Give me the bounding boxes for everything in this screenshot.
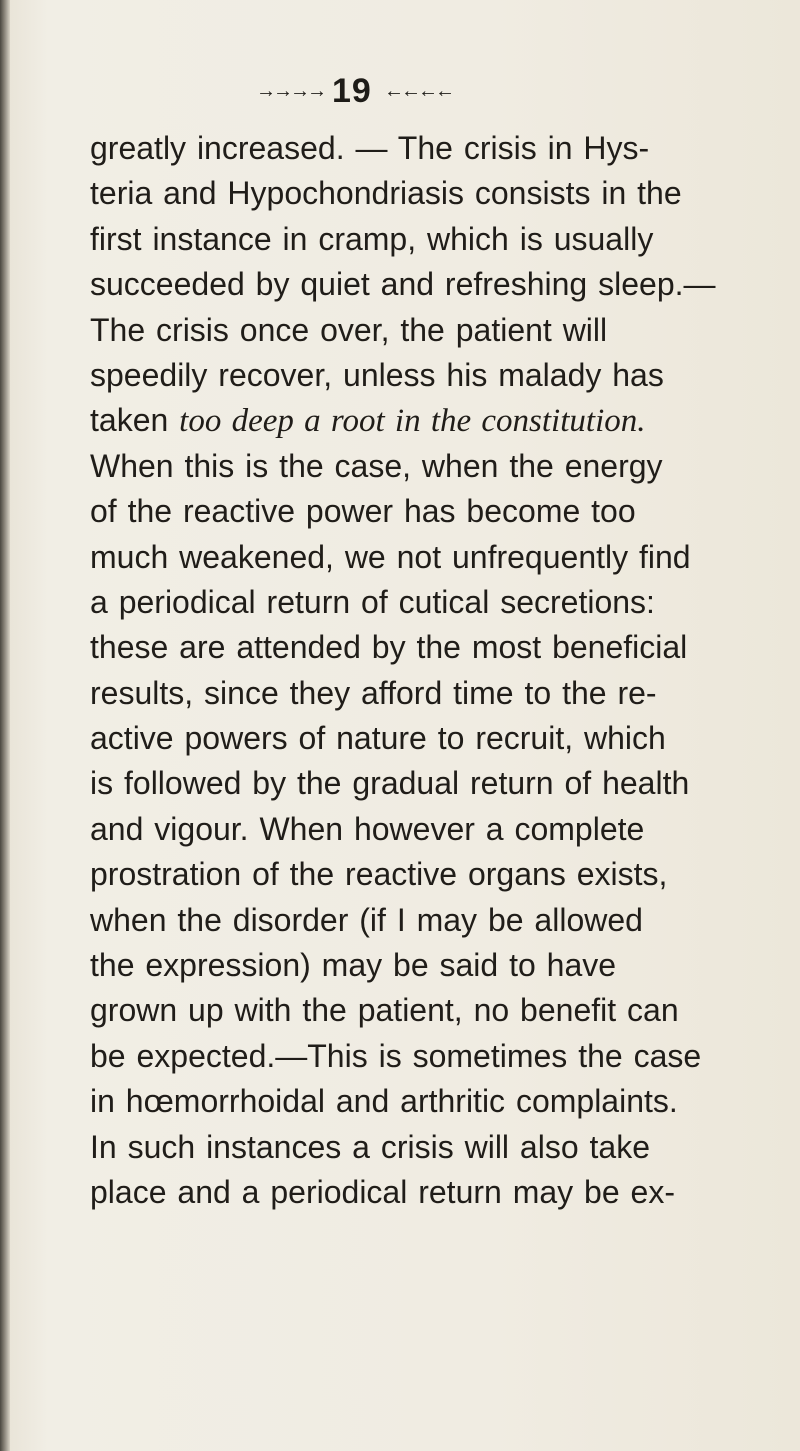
text-line-4: succeeded by quiet and refreshing sleep.— [90, 266, 716, 303]
text-line-9: of the reactive power has become too [90, 493, 636, 530]
text-line-20: grown up with the patient, no benefit can [90, 992, 679, 1029]
text-line-2: teria and Hypochondriasis consists in the [90, 175, 682, 212]
text-line-3: first instance in cramp, which is usually [90, 220, 654, 257]
text-line-8: When this is the case, when the energy [90, 447, 663, 484]
text-line-1: greatly increased. — The crisis in Hys- [90, 130, 650, 166]
text-line-23: In such instances a crisis will also take [90, 1128, 650, 1165]
italic-phrase: too deep a root in the constitution. [179, 403, 646, 440]
text-line-6: speedily recover, unless his malady has [90, 356, 664, 393]
header-ornament-right: ←←←← [384, 80, 452, 102]
text-line-24: place and a periodical return may be ex- [90, 1173, 675, 1210]
text-line-21: be expected.—This is sometimes the case [90, 1037, 702, 1074]
text-line-16: and vigour. When however a complete [90, 810, 645, 847]
text-line-11: a periodical return of cutical secretions: [90, 583, 655, 620]
page-number: 19 [332, 72, 372, 110]
page-header [0, 72, 800, 112]
text-line-12: these are attended by the most beneficial [90, 629, 688, 666]
text-line-18: when the disorder (if I may be allowed [90, 901, 643, 938]
text-line-13: results, since they afford time to the re- [90, 674, 657, 711]
header-ornament-left: →→→→ [256, 80, 324, 102]
text-line-17: prostration of the reactive organs exists, [90, 856, 668, 893]
text-line-7-lead: taken [90, 402, 169, 439]
text-line-7 [90, 398, 730, 443]
body-text [90, 126, 730, 1215]
binding-edge [0, 0, 10, 1451]
text-line-10: much weakened, we not unfrequently find [90, 538, 691, 575]
text-line-5: The crisis once over, the patient will [90, 311, 608, 348]
text-line-22: in hœmorrhoidal and arthritic complaints. [90, 1083, 678, 1120]
text-line-15: is followed by the gradual return of health [90, 765, 690, 802]
text-line-19: the expression) may be said to have [90, 947, 617, 984]
text-line-14: active powers of nature to recruit, which [90, 720, 666, 757]
